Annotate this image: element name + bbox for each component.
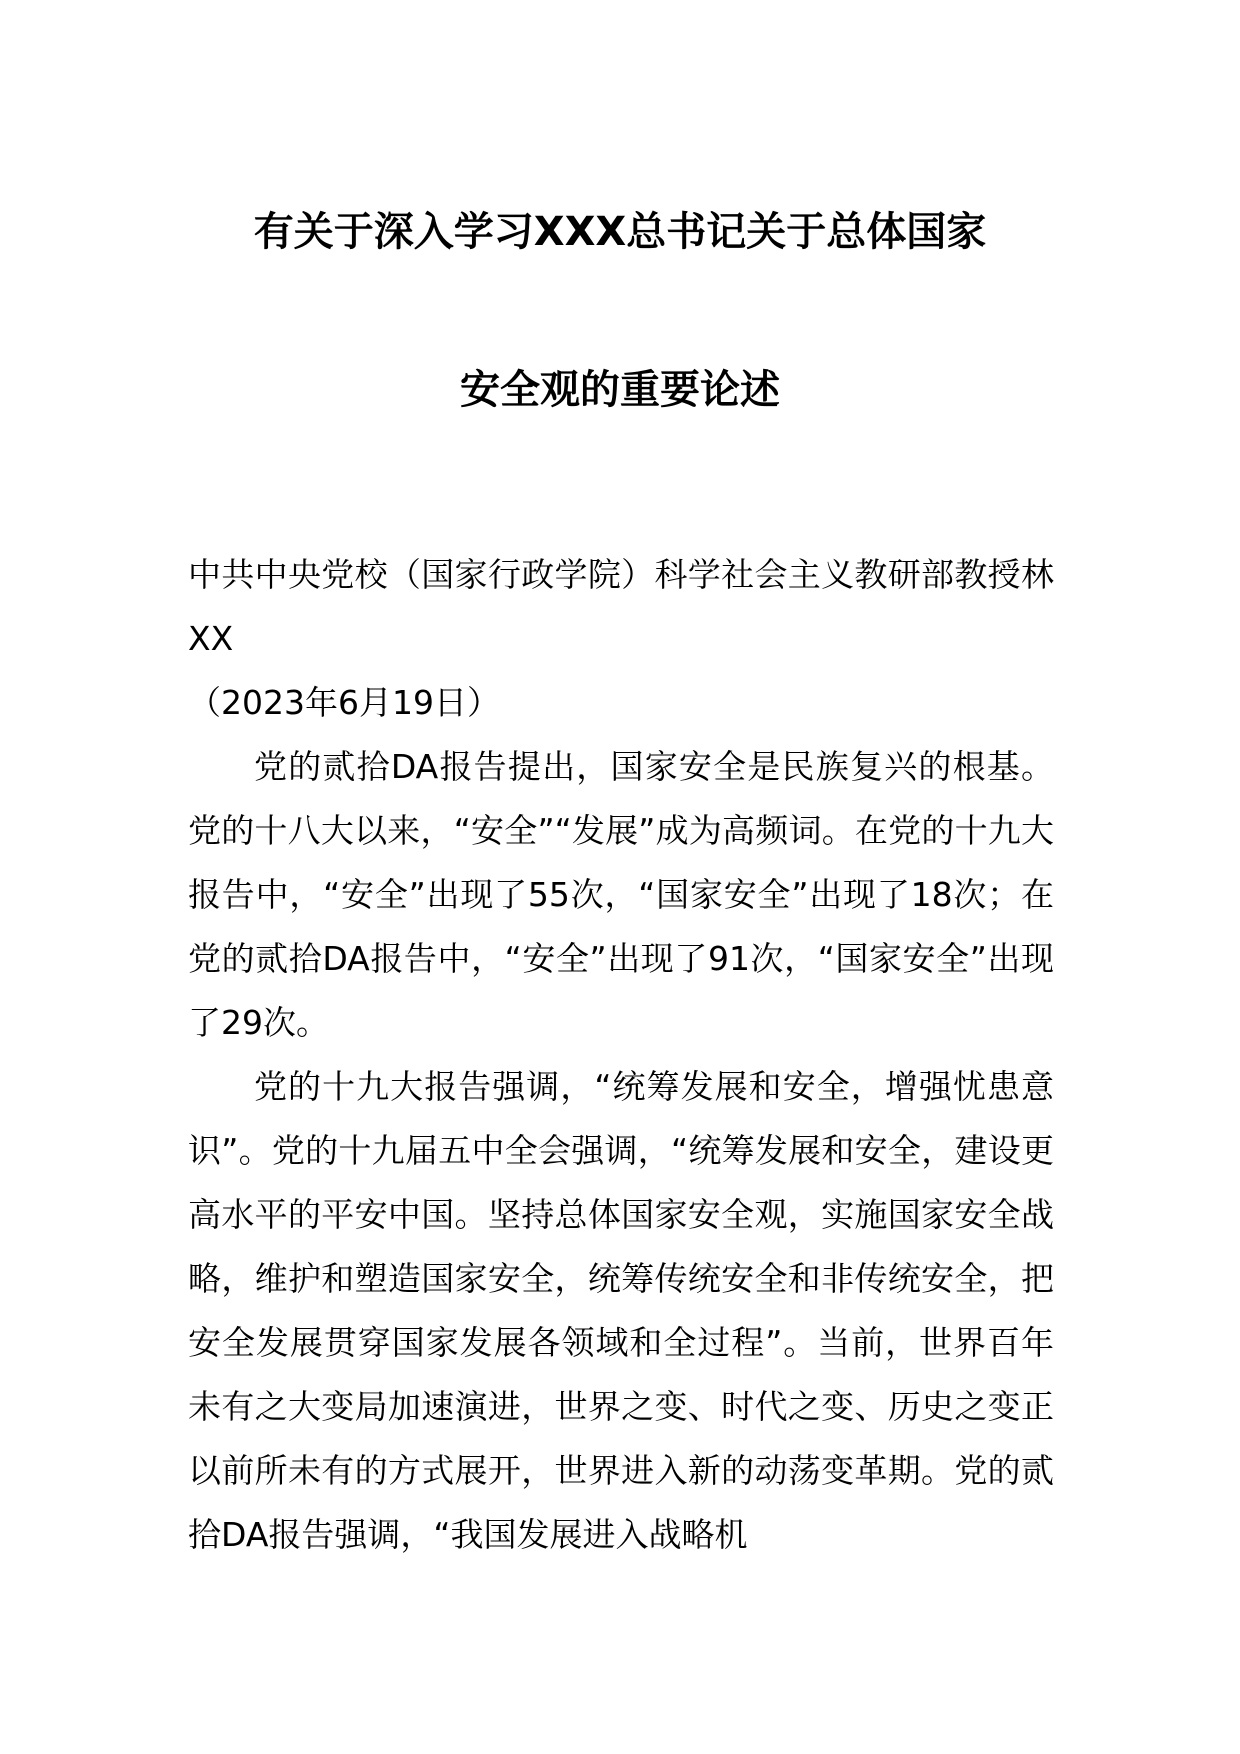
date-line: （2023年6月19日） (188, 683, 500, 722)
paragraph-2: 党的十九大报告强调，“统筹发展和安全，增强忧患意识”。党的十九届五中全会强调，“统筹发展和安全，建设更高水平的平安中国。坚持总体国家安全观，实施国家安全战略，维护和塑造国家安全，统筹传统安全和非传统安全，把安全发展贯穿国家发展各领域和全过程”。当前，世界百年未有之大变局加速演进，世界之变、时代之变、历史之变正以前所未有的方式展开，世界进入新的动荡变革期。党的贰拾DA报告强调，“我国发展进入战略机 (188, 1067, 1054, 1554)
author-line: 中共中央党校（国家行政学院）科学社会主义教研部教授林XX (188, 555, 1054, 658)
document-title-line-1: 有关于深入学习XXX总书记关于总体国家 (253, 209, 987, 255)
paragraph-1: 党的贰拾DA报告提出，国家安全是民族复兴的根基。党的十八大以来，“安全”“发展”成为高频词。在党的十九大报告中，“安全”出现了55次，“国家安全”出现了18次；在党的贰拾DA报告中，“安全”出现了91次，“国家安全”出现了29次。 (188, 747, 1054, 1042)
document-title-line-2: 安全观的重要论述 (460, 367, 780, 413)
document-body (188, 543, 1054, 1567)
